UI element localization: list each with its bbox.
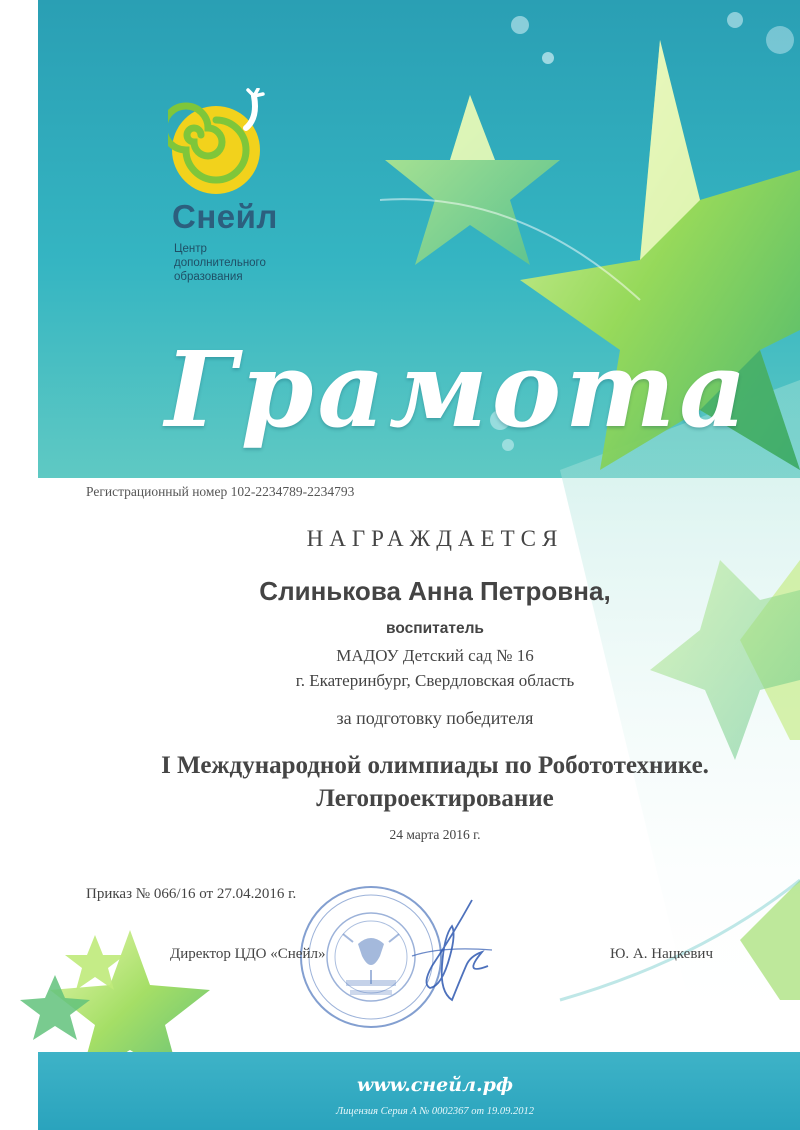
- website-link[interactable]: www.снейл.рф: [356, 1074, 514, 1096]
- order-reference: Приказ № 066/16 от 27.04.2016 г.: [86, 886, 297, 902]
- director-signature-icon: [392, 896, 500, 1006]
- recipient-city: г. Екатеринбург, Свердловская область: [295, 671, 575, 690]
- olympiad-name: I Международной олимпиады по Робототехнике.: [161, 752, 709, 779]
- award-reason: за подготовку победителя: [336, 708, 534, 728]
- snail-logo-icon: [168, 88, 272, 200]
- certificate-title: Грамота: [165, 328, 751, 451]
- director-title: Директор ЦДО «Снейл»: [170, 946, 326, 962]
- logo-subtitle: [174, 242, 284, 284]
- recipient-position: воспитатель: [386, 620, 484, 637]
- logo-subtitle-line: Центр: [174, 243, 207, 255]
- olympiad-subtitle: Легопроектирование: [316, 785, 554, 812]
- logo-subtitle-line: дополнительного: [174, 257, 266, 269]
- logo-subtitle-line: образования: [174, 271, 243, 283]
- logo-name: Снейл: [172, 198, 278, 235]
- recipient-organization: МАДОУ Детский сад № 16: [336, 646, 534, 665]
- event-date: 24 марта 2016 г.: [389, 827, 481, 842]
- director-name: Ю. А. Нацкевич: [610, 946, 713, 962]
- license-info: Лицензия Серия А № 0002367 от 19.09.2012: [336, 1106, 534, 1117]
- registration-number: Регистрационный номер 102-2234789-2234793: [86, 484, 355, 499]
- awarded-heading: НАГРАЖДАЕТСЯ: [306, 526, 564, 551]
- recipient-name: Слинькова Анна Петровна,: [259, 576, 611, 606]
